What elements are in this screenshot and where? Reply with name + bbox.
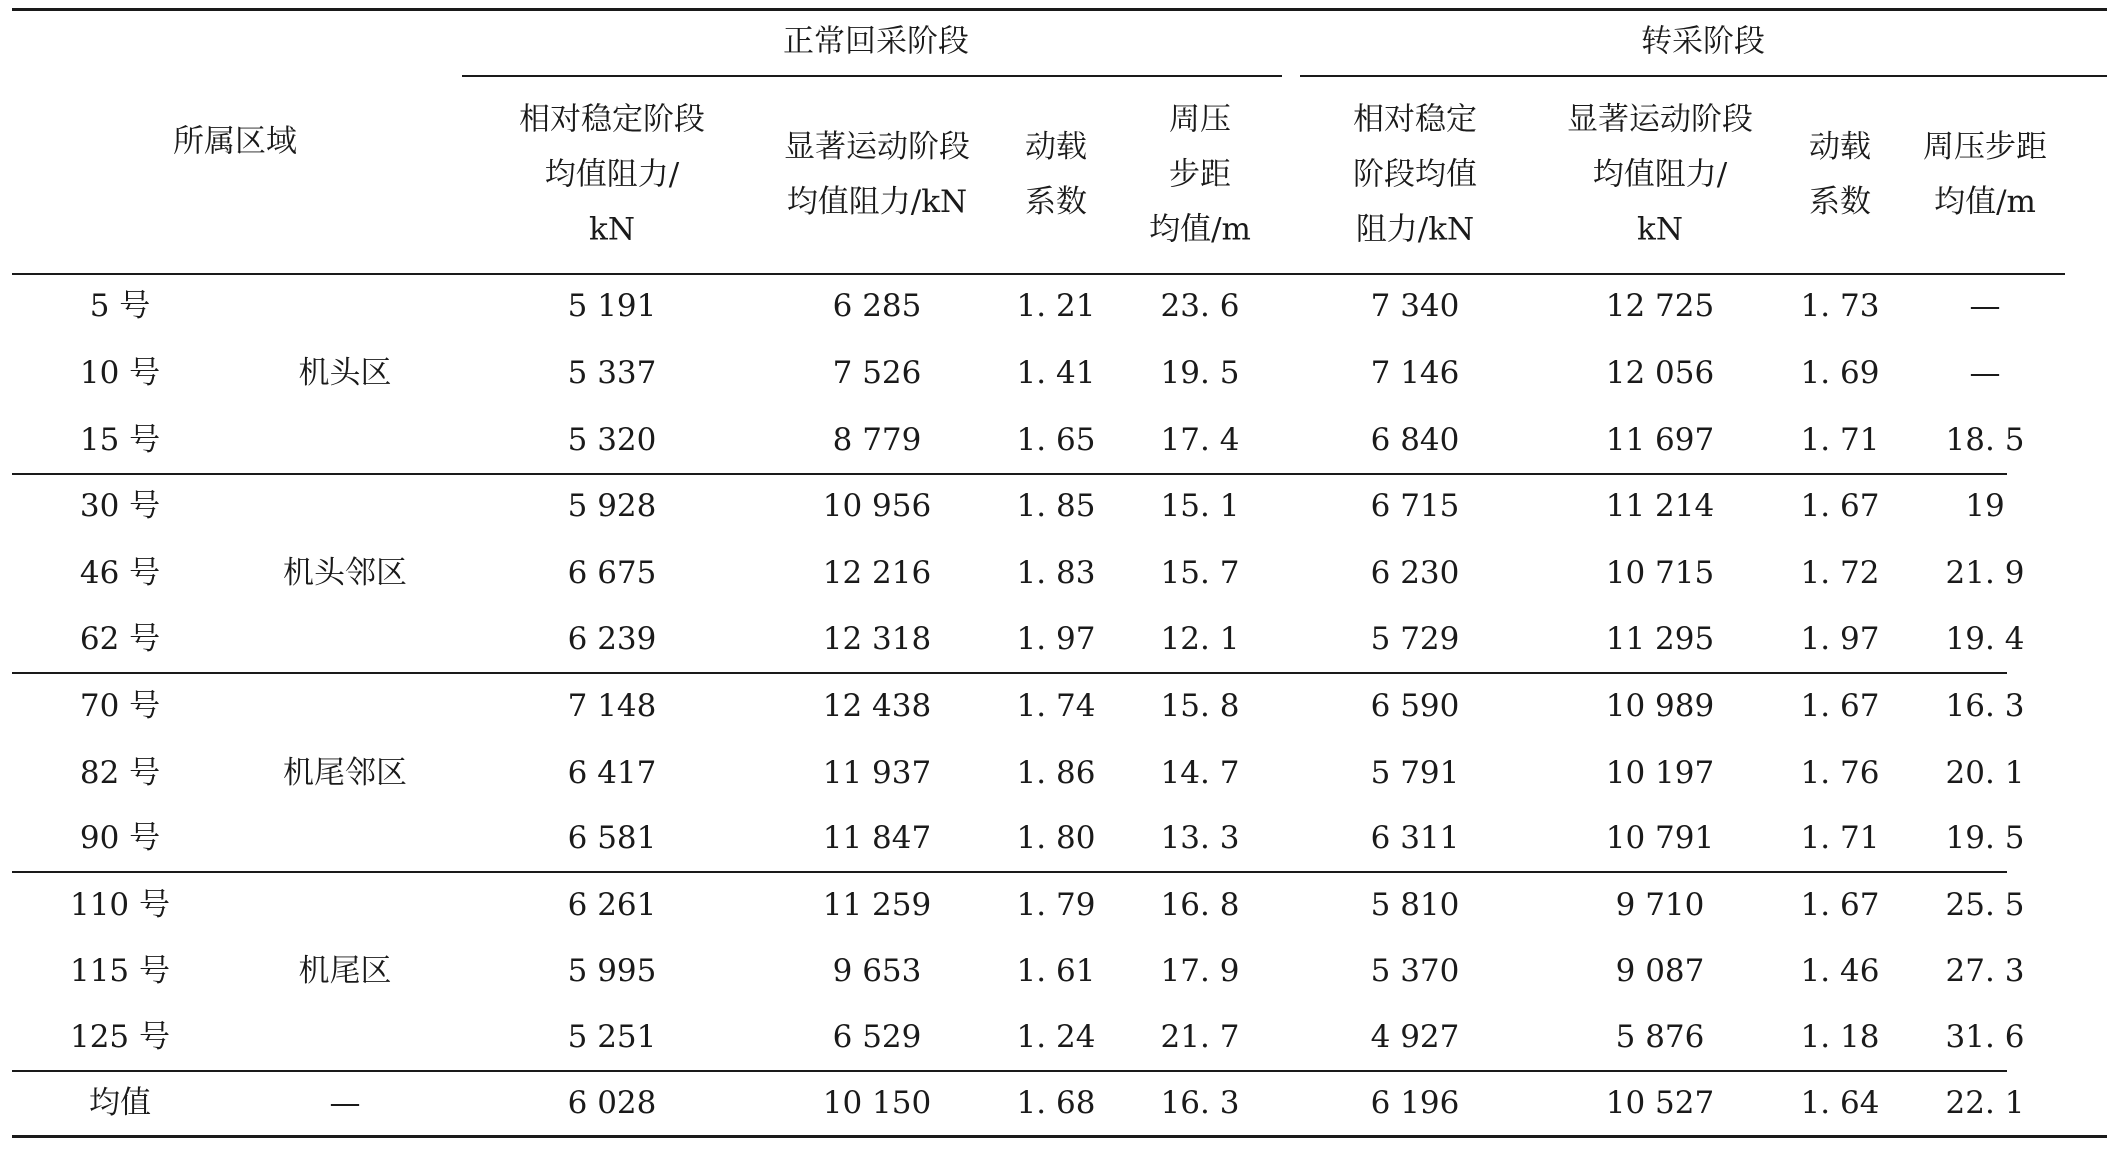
table-cell: 1. 74: [1016, 688, 1096, 724]
row-id: 115 号: [69, 953, 171, 989]
table-cell: 19. 5: [1160, 355, 1240, 391]
group-normal-rule: [462, 75, 1282, 77]
table-cell: 1. 69: [1800, 355, 1880, 391]
table-cell: 5 995: [567, 953, 657, 989]
table-cell: 9 087: [1615, 953, 1705, 989]
table-cell: 6 028: [567, 1085, 657, 1121]
top-rule: [12, 8, 2107, 11]
table-cell: 21. 9: [1945, 555, 2025, 591]
table-cell: 19. 5: [1945, 820, 2025, 856]
table-cell: 7 526: [832, 355, 922, 391]
row-id: 62 号: [79, 621, 161, 657]
column-header: [1149, 93, 1251, 258]
table-cell: 12 725: [1605, 288, 1715, 324]
region-header: 所属区域: [173, 123, 297, 160]
group-header-turning: 转采阶段: [1641, 23, 1765, 60]
table-cell: 13. 3: [1160, 820, 1240, 856]
table-cell: —: [1969, 288, 2001, 324]
table-cell: 16. 3: [1160, 1085, 1240, 1121]
column-header-line: 均值/m: [1149, 211, 1251, 248]
column-header-line: 系数: [1809, 184, 1871, 220]
column-header-line: 均值/m: [1934, 184, 2036, 220]
table-cell: 1. 72: [1800, 555, 1880, 591]
table-cell: 9 710: [1615, 887, 1705, 923]
column-header-line: 步距: [1169, 156, 1231, 193]
table-cell: 10 197: [1605, 755, 1715, 791]
table-cell: 12. 1: [1160, 621, 1240, 657]
table-cell: 1. 64: [1800, 1085, 1880, 1121]
table-cell: 10 791: [1605, 820, 1715, 856]
column-header-line: 显著运动阶段: [1567, 101, 1753, 138]
row-id: 30 号: [79, 488, 161, 524]
column-header-line: 阻力/kN: [1355, 211, 1475, 248]
table-cell: 6 417: [567, 755, 657, 791]
table-cell: 17. 4: [1160, 422, 1240, 458]
group-turning-rule: [1300, 75, 2107, 77]
column-header-line: 均值阻力/kN: [786, 184, 968, 220]
group-divider-3: [12, 871, 2007, 873]
table-cell: 5 251: [567, 1019, 657, 1055]
table-cell: 12 318: [822, 621, 932, 657]
table-cell: 31. 6: [1945, 1019, 2025, 1055]
table-cell: 1. 83: [1016, 555, 1096, 591]
table-cell: 1. 97: [1800, 621, 1880, 657]
table-cell: 5 370: [1370, 953, 1460, 989]
table-cell: 1. 24: [1016, 1019, 1096, 1055]
table-cell: 1. 79: [1016, 887, 1096, 923]
table-cell: 11 295: [1605, 621, 1715, 657]
table-cell: 1. 67: [1800, 488, 1880, 524]
table-cell: 25. 5: [1945, 887, 2025, 923]
table-cell: 11 214: [1605, 488, 1715, 524]
table-cell: 6 715: [1370, 488, 1460, 524]
table-cell: 11 259: [822, 887, 932, 923]
table-cell: 12 216: [822, 555, 932, 591]
table-cell: 15. 8: [1160, 688, 1240, 724]
table-cell: 6 230: [1370, 555, 1460, 591]
group-divider-1: [12, 473, 2007, 475]
region-label: 机头邻区: [283, 555, 407, 591]
column-header-line: 周压步距: [1923, 129, 2047, 165]
row-id: 125 号: [69, 1019, 171, 1055]
table-cell: 10 989: [1605, 688, 1715, 724]
table-cell: 1. 65: [1016, 422, 1096, 458]
row-id: 15 号: [79, 422, 161, 458]
table-cell: 1. 71: [1800, 820, 1880, 856]
region-label: 机头区: [298, 355, 392, 391]
table-cell: 18. 5: [1945, 422, 2025, 458]
table-cell: 6 529: [832, 1019, 922, 1055]
table-cell: 27. 3: [1945, 953, 2025, 989]
table-cell: 11 937: [822, 755, 932, 791]
column-header-line: 周压: [1169, 101, 1231, 138]
table-cell: 6 239: [567, 621, 657, 657]
table-cell: 5 191: [567, 288, 657, 324]
column-header-line: 系数: [1025, 184, 1087, 220]
column-header: [1025, 120, 1087, 230]
row-id: 82 号: [79, 755, 161, 791]
column-header-line: 显著运动阶段: [784, 129, 970, 165]
table-cell: 10 715: [1605, 555, 1715, 591]
table-cell: 1. 21: [1016, 288, 1096, 324]
row-id: 10 号: [79, 355, 161, 391]
column-header-line: 相对稳定: [1353, 101, 1477, 138]
region-label: 机尾邻区: [283, 755, 407, 791]
column-header: [784, 120, 970, 230]
table-cell: 7 340: [1370, 288, 1460, 324]
table-cell: 1. 73: [1800, 288, 1880, 324]
column-header-line: 动载: [1809, 129, 1871, 165]
column-header-line: kN: [1637, 211, 1683, 248]
table-cell: 19: [1965, 488, 2005, 524]
table-cell: 6 311: [1370, 820, 1460, 856]
table-cell: 5 320: [567, 422, 657, 458]
table-cell: 8 779: [832, 422, 922, 458]
table-cell: 6 675: [567, 555, 657, 591]
table-cell: 6 590: [1370, 688, 1460, 724]
column-header-line: 均值阻力/: [544, 156, 680, 193]
table-cell: —: [1969, 355, 2001, 391]
bottom-rule: [12, 1135, 2107, 1138]
row-id: 均值: [89, 1085, 151, 1121]
region-label: 机尾区: [298, 953, 392, 989]
table-cell: 17. 9: [1160, 953, 1240, 989]
header-bottom-rule: [12, 273, 2065, 275]
table-cell: 1. 85: [1016, 488, 1096, 524]
column-header: [519, 93, 705, 258]
table-cell: 14. 7: [1160, 755, 1240, 791]
region-label: —: [329, 1085, 361, 1121]
table-cell: 5 729: [1370, 621, 1460, 657]
column-header: [1923, 120, 2047, 230]
row-id: 5 号: [89, 288, 151, 324]
table-cell: 1. 97: [1016, 621, 1096, 657]
table-cell: 15. 1: [1160, 488, 1240, 524]
table-cell: 21. 7: [1160, 1019, 1240, 1055]
table-cell: 10 527: [1605, 1085, 1715, 1121]
table-cell: 16. 8: [1160, 887, 1240, 923]
table-cell: 1. 76: [1800, 755, 1880, 791]
column-header: [1809, 120, 1871, 230]
column-header-line: kN: [589, 211, 635, 248]
table-cell: 11 697: [1605, 422, 1715, 458]
table-cell: 7 146: [1370, 355, 1460, 391]
table-cell: 4 927: [1370, 1019, 1460, 1055]
table-cell: 10 956: [822, 488, 932, 524]
table-cell: 5 791: [1370, 755, 1460, 791]
table-cell: 6 840: [1370, 422, 1460, 458]
table-cell: 6 285: [832, 288, 922, 324]
column-header-line: 相对稳定阶段: [519, 101, 705, 138]
table-cell: 1. 71: [1800, 422, 1880, 458]
row-id: 70 号: [79, 688, 161, 724]
table-cell: 1. 68: [1016, 1085, 1096, 1121]
column-header-line: 动载: [1025, 129, 1087, 165]
row-id: 90 号: [79, 820, 161, 856]
table-cell: 9 653: [832, 953, 922, 989]
table-cell: 7 148: [567, 688, 657, 724]
table-cell: 1. 86: [1016, 755, 1096, 791]
table-cell: 20. 1: [1945, 755, 2025, 791]
table-cell: 1. 67: [1800, 887, 1880, 923]
table-cell: 5 876: [1615, 1019, 1705, 1055]
table-cell: 1. 18: [1800, 1019, 1880, 1055]
table-cell: 19. 4: [1945, 621, 2025, 657]
column-header: [1567, 93, 1753, 258]
column-header-line: 均值阻力/: [1592, 156, 1728, 193]
table-cell: 22. 1: [1945, 1085, 2025, 1121]
group-divider-4: [12, 1070, 2007, 1072]
table-cell: 1. 46: [1800, 953, 1880, 989]
column-header-line: 阶段均值: [1353, 156, 1477, 193]
table-cell: 11 847: [822, 820, 932, 856]
table-cell: 1. 67: [1800, 688, 1880, 724]
row-id: 110 号: [69, 887, 171, 923]
row-id: 46 号: [79, 555, 161, 591]
column-header: [1353, 93, 1477, 258]
table-cell: 5 810: [1370, 887, 1460, 923]
table-cell: 15. 7: [1160, 555, 1240, 591]
group-divider-2: [12, 672, 2007, 674]
table-cell: 23. 6: [1160, 288, 1240, 324]
table-cell: 12 056: [1605, 355, 1715, 391]
table-cell: 6 581: [567, 820, 657, 856]
table-cell: 1. 41: [1016, 355, 1096, 391]
table-cell: 1. 61: [1016, 953, 1096, 989]
table-cell: 5 928: [567, 488, 657, 524]
group-header-normal: 正常回采阶段: [783, 23, 969, 60]
table-cell: 6 261: [567, 887, 657, 923]
table-cell: 6 196: [1370, 1085, 1460, 1121]
table-cell: 16. 3: [1945, 688, 2025, 724]
table-cell: 5 337: [567, 355, 657, 391]
table-cell: 12 438: [822, 688, 932, 724]
table-cell: 10 150: [822, 1085, 932, 1121]
table-cell: 1. 80: [1016, 820, 1096, 856]
